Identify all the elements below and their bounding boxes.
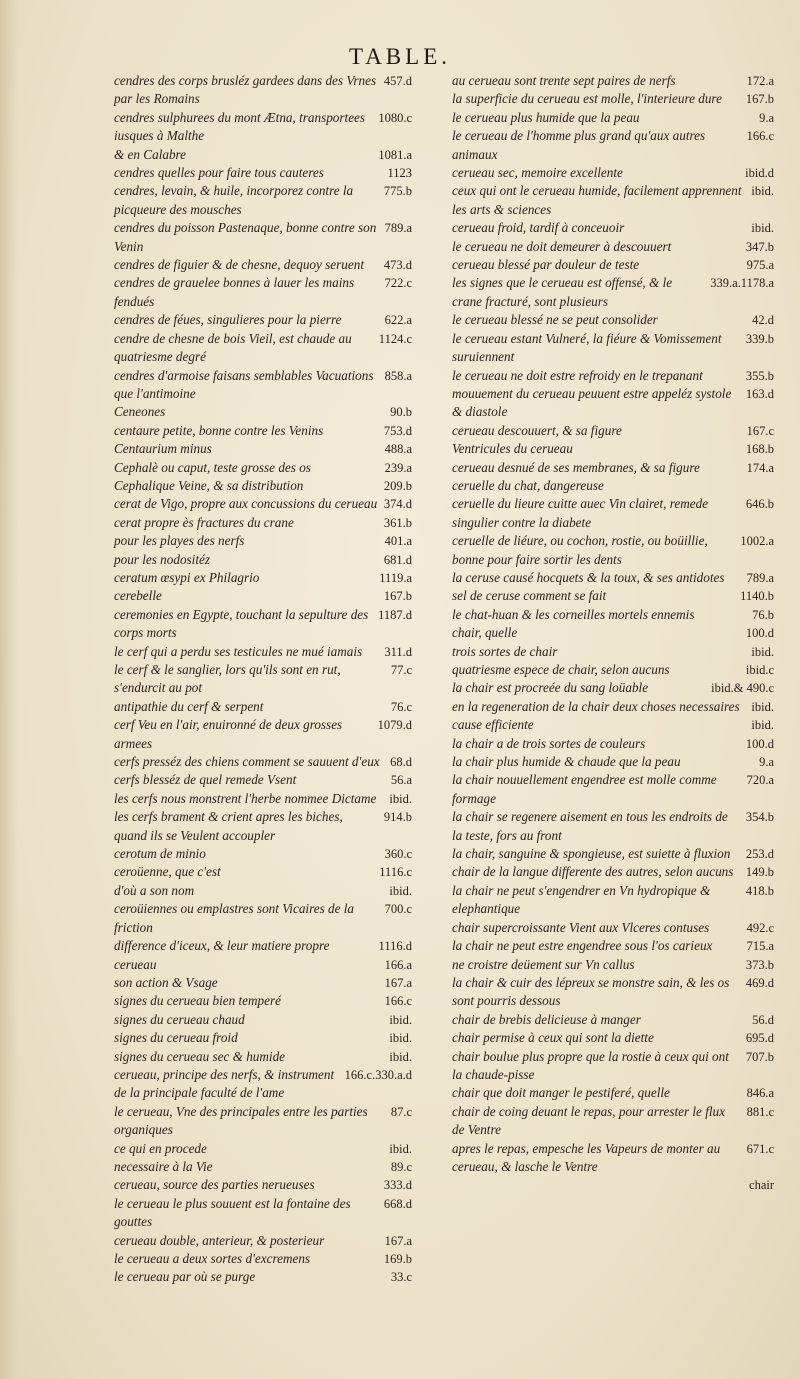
index-entry	[452, 330, 774, 367]
index-entry	[452, 1140, 774, 1177]
entry-text: centaure petite, bonne contre les Venins	[114, 422, 324, 438]
page-reference: 720.a	[746, 773, 774, 788]
index-entry	[452, 919, 774, 937]
entry-text: cendres du poisson Pastenaque, bonne contre son Venin	[114, 220, 377, 254]
index-entry	[114, 403, 412, 421]
entry-text: ceruelle du lieure cuitte auec Vin clairet, remede singulier contre la diabete	[452, 496, 709, 530]
entry-text: necessaire à la Vie	[114, 1158, 213, 1174]
index-entry	[114, 551, 412, 569]
page-reference: 1080.c	[378, 110, 412, 125]
page-reference: ibid.	[389, 1012, 412, 1027]
page-reference: ibid.	[751, 221, 774, 236]
page-reference: 360.c	[384, 847, 412, 862]
entry-text: cendres de grauelee bonnes à lauer les mains fendués	[114, 275, 355, 309]
entry-text: Cephalique Veine, & sa distribution	[114, 477, 304, 493]
page-reference: 167.b	[383, 589, 412, 604]
page-reference: 169.b	[383, 1252, 412, 1266]
page-reference: 9.a	[759, 755, 774, 770]
index-entry	[452, 72, 774, 90]
page-reference: 87.c	[390, 1104, 412, 1119]
index-entry	[114, 72, 412, 109]
index-entry	[114, 256, 412, 274]
page-reference: 881.c	[746, 1104, 774, 1119]
index-entry	[452, 459, 774, 477]
index-entry	[114, 367, 412, 404]
index-entry	[114, 1195, 412, 1232]
index-entry	[114, 698, 412, 716]
index-entry	[114, 1250, 412, 1268]
index-entry	[114, 1268, 412, 1286]
page-reference: 975.a	[746, 258, 774, 273]
entry-text: cerueau descouuert, & sa figure	[452, 422, 622, 438]
entry-text: cause efficiente	[452, 717, 534, 733]
entry-text: & en Calabre	[114, 146, 187, 162]
page-reference: 1116.c	[379, 865, 412, 880]
page-reference: 339.a.1178.a	[710, 276, 774, 291]
index-entry	[114, 1029, 412, 1047]
page-reference: 1124.c	[378, 331, 412, 346]
page-reference: 789.a	[384, 221, 412, 236]
index-entry	[114, 661, 412, 698]
entry-text: le cerueau le plus souuent est la fontaine des gouttes	[114, 1195, 351, 1230]
page-gutter-shadow	[0, 0, 18, 1379]
page-reference: 361.b	[383, 515, 412, 530]
entry-text: cerueau blessé par douleur de teste	[452, 257, 640, 273]
entry-text: la chair ne peut s'engendrer en Vn hydropique & elephantique	[452, 882, 711, 917]
page-reference: 457.d	[383, 74, 412, 88]
entry-text: ceroüenne, que c'est	[114, 864, 221, 880]
index-entry	[452, 311, 774, 329]
index-entry	[114, 1140, 412, 1158]
index-entry	[452, 1029, 774, 1047]
entry-text: Ceneones	[114, 404, 166, 420]
index-entry	[114, 1232, 412, 1250]
index-entry	[452, 643, 774, 661]
entry-text: cerotum de minio	[114, 846, 206, 862]
entry-text: les signes que le cerueau est offensé, & le crane fracturé, sont plusieurs	[452, 275, 673, 309]
page-reference: 373.b	[745, 957, 774, 972]
page-reference: ibid.	[389, 1031, 412, 1046]
page-reference: 76.b	[752, 607, 774, 622]
index-entry	[114, 146, 412, 164]
index-entry	[452, 937, 774, 955]
index-entry	[452, 863, 774, 881]
page-reference: 56.d	[752, 1012, 774, 1027]
index-entry	[114, 164, 412, 182]
entry-text: la chair se regenere aisement en tous les endroits de la teste, fors au front	[452, 809, 728, 843]
index-entry	[452, 569, 774, 587]
entry-text: cendres de féues, singulieres pour la pierre	[114, 312, 342, 328]
index-entry	[114, 790, 412, 808]
page-reference: 1081.a	[378, 147, 412, 162]
entry-text: la chair plus humide & chaude que la peau	[452, 754, 681, 770]
entry-text: ceruelle du chat, dangereuse	[452, 477, 604, 493]
index-entry	[114, 606, 412, 643]
page-reference: ibid.d	[745, 166, 774, 181]
page-reference: 492.c	[746, 920, 774, 935]
page-reference: ibid.	[751, 718, 774, 733]
page-reference: 700.c	[384, 902, 412, 917]
page-reference: 166.c	[384, 994, 412, 1009]
entry-text: chair, quelle	[452, 625, 518, 641]
index-entry	[114, 532, 412, 550]
index-entry	[452, 367, 774, 385]
entry-text: les cerfs brament & crient apres les biches, quand ils se Veulent accoupler	[114, 809, 343, 843]
entry-text: chair de la langue differente des autres, selon aucuns	[452, 864, 734, 880]
index-entry	[452, 716, 774, 734]
page-reference: 1002.a	[740, 534, 774, 549]
entry-text: la superficie du cerueau est molle, l'interieure dure	[452, 91, 722, 107]
entry-text: Cephalè ou caput, teste grosse des os	[114, 459, 311, 475]
entry-text: d'où a son nom	[114, 882, 195, 898]
page-reference: 473.d	[383, 258, 412, 273]
index-entry	[452, 1011, 774, 1029]
page-reference: 347.b	[745, 239, 774, 254]
index-entry	[114, 845, 412, 863]
entry-text: chair de brebis delicieuse à manger	[452, 1011, 641, 1027]
entry-text: cerueau	[114, 956, 157, 972]
entry-text: ce qui en procede	[114, 1140, 207, 1156]
index-entry	[114, 330, 412, 367]
entry-text: cerueau double, anterieur, & posterieur	[114, 1232, 325, 1248]
page-reference: 100.d	[745, 736, 774, 751]
entry-text: la chair est procreée du sang loüable	[452, 680, 649, 696]
entry-text: chair supercroissante Vient aux Vlceres contuses	[452, 919, 710, 935]
entry-text: Ventricules du cerueau	[452, 441, 573, 457]
entry-text: cerfs presséz des chiens comment se sauuent d'eux	[114, 754, 380, 770]
page-reference: 775.b	[383, 184, 412, 199]
entry-text: ceremonies en Egypte, touchant la sepulture des corps morts	[114, 606, 369, 641]
entry-text: ceroüiennes ou emplastres sont Vicaires de la friction	[114, 901, 355, 935]
index-entry	[452, 624, 774, 642]
index-entry	[114, 771, 412, 789]
index-entry	[114, 643, 412, 661]
index-entry	[452, 753, 774, 771]
index-entry	[114, 182, 412, 219]
entry-text: cerat propre ès fractures du crane	[114, 514, 294, 530]
index-entry	[114, 569, 412, 587]
entry-text: cendres sulphurees du mont Ætna, transportees iusques à Malthe	[114, 109, 366, 144]
index-entry	[114, 1176, 412, 1194]
page-reference: 100.d	[745, 626, 774, 641]
index-entry	[114, 863, 412, 881]
index-entry	[114, 992, 412, 1010]
page-reference: 174.a	[746, 460, 774, 475]
index-entry	[452, 274, 774, 311]
index-entry	[452, 661, 774, 679]
index-entry	[452, 256, 774, 274]
entry-text: cerebelle	[114, 588, 162, 604]
page-reference: ibid.	[389, 791, 412, 806]
page-reference: 166.a	[384, 957, 412, 972]
page-reference: 68.d	[390, 755, 412, 770]
entry-text: la chair ne peut estre engendree sous l'os carieux	[452, 938, 713, 954]
page-reference: 149.b	[745, 865, 774, 880]
entry-text: cerueau, source des parties nerueuses	[114, 1177, 315, 1193]
page-reference: 418.b	[745, 883, 774, 898]
page-reference: 1119.a	[379, 570, 412, 585]
page-reference: 239.a	[384, 460, 412, 475]
index-entry	[114, 753, 412, 771]
entry-text: le cerf & le sanglier, lors qu'ils sont en rut, s'endurcit au pot	[114, 662, 341, 696]
page-reference: 722.c	[384, 276, 412, 291]
index-entry	[114, 219, 412, 256]
entry-text: le cerueau plus humide que la peau	[452, 109, 640, 125]
index-entry	[452, 422, 774, 440]
index-entry	[452, 532, 774, 569]
entry-text: cendres des corps brusléz gardees dans des Vrnes par les Romains	[114, 73, 377, 107]
entry-text: le cerf qui a perdu ses testicules ne mué iamais	[114, 643, 363, 659]
page-reference: 166.c	[746, 129, 774, 144]
page-reference: 167.a	[384, 975, 412, 990]
page-reference: 681.d	[383, 552, 412, 567]
index-entry	[114, 495, 412, 513]
page-reference: 9.a	[759, 110, 774, 125]
index-entry	[114, 882, 412, 900]
index-entry	[452, 882, 774, 919]
entry-text: ceratum œsypi ex Philagrio	[114, 569, 260, 585]
entry-text: la chair a de trois sortes de couleurs	[452, 735, 646, 751]
entry-text: son action & Vsage	[114, 974, 218, 990]
entry-text: la ceruse causé hocquets & la toux, & ses antidotes	[452, 569, 725, 585]
index-entry	[452, 735, 774, 753]
entry-text: signes du cerueau chaud	[114, 1011, 245, 1027]
index-entry	[114, 937, 412, 955]
index-entry	[452, 477, 774, 495]
index-entry	[452, 109, 774, 127]
index-entry	[452, 238, 774, 256]
index-entry	[452, 698, 774, 716]
index-entry	[452, 164, 774, 182]
page-reference: 354.b	[745, 810, 774, 825]
entry-text: le cerueau blessé ne se peut consolider	[452, 312, 658, 328]
page-reference: 56.a	[390, 773, 412, 788]
entry-text: cendres d'armoise faisans semblables Vacuations que l'antimoine	[114, 367, 374, 401]
entry-text: chair de coing deuant le repas, pour arrester le flux de Ventre	[452, 1103, 725, 1138]
page-reference: 89.c	[390, 1159, 412, 1174]
page-reference: 707.b	[745, 1049, 774, 1064]
index-entry	[452, 127, 774, 164]
page-reference: 1123	[387, 166, 412, 181]
entry-text: cerueau, principe des nerfs, & instrument de la principale faculté de l'ame	[114, 1066, 335, 1101]
entry-text: le chat-huan & les corneilles mortels ennemis	[452, 606, 695, 622]
page-reference: 77.c	[390, 663, 412, 677]
index-entry	[114, 1103, 412, 1140]
page-reference: 253.d	[745, 847, 774, 862]
index-entry	[114, 1011, 412, 1029]
page-reference: 355.b	[745, 368, 774, 383]
page-reference: 401.a	[384, 534, 412, 549]
page-reference: 469.d	[745, 975, 774, 990]
page-reference: 168.b	[745, 442, 774, 457]
entry-text: le cerueau, Vne des principales entre les parties organiques	[114, 1103, 368, 1138]
page-reference: 163.d	[745, 386, 774, 401]
index-entry	[114, 900, 412, 937]
page-reference: 339.b	[745, 331, 774, 346]
index-entry	[114, 1066, 412, 1103]
index-entry	[452, 974, 774, 1011]
entry-text: en la regeneration de la chair deux choses necessaires	[452, 698, 740, 714]
index-entry	[452, 587, 774, 605]
entry-text: la chair nouuellement engendree est molle comme formage	[452, 772, 717, 806]
entry-text: mouuement du cerueau peuuent estre appeléz systole & diastole	[452, 385, 732, 420]
entry-text: sel de ceruse comment se fait	[452, 588, 607, 604]
page-reference: ibid.c	[745, 663, 774, 677]
page-reference: 789.a	[746, 570, 774, 585]
entry-text: ceruelle de liéure, ou cochon, rostie, ou boüillie, bonne pour faire sortir les dents	[452, 533, 708, 567]
index-entry	[452, 90, 774, 108]
page-reference: ibid.	[751, 699, 774, 714]
index-entry	[452, 1103, 774, 1140]
page-reference: 1140.b	[740, 589, 774, 604]
page-reference: 846.a	[746, 1086, 774, 1101]
page-title: TABLE.	[348, 44, 451, 69]
entry-text: difference d'iceux, & leur matiere propre	[114, 938, 330, 954]
index-entry	[452, 771, 774, 808]
index-entry	[452, 845, 774, 863]
entry-text: cerat de Vigo, propre aux concussions du cerueau	[114, 496, 378, 512]
page-reference: 166.c.330.a.d	[344, 1067, 412, 1082]
index-entry	[452, 385, 774, 422]
entry-text: le cerueau de l'homme plus grand qu'aux autres animaux	[452, 128, 706, 162]
entry-text: cendres de figuier & de chesne, dequoy seruent	[114, 257, 364, 273]
entry-text: cerf Veu en l'air, enuironné de deux grosses armees	[114, 717, 343, 751]
page-reference: 167.a	[384, 1233, 412, 1248]
page-reference: 90.b	[390, 405, 412, 420]
page-reference: chair	[749, 1178, 774, 1193]
entry-text: signes du cerueau sec & humide	[114, 1048, 286, 1064]
entry-text: le cerueau par où se purge	[114, 1269, 256, 1285]
page-reference: 374.d	[383, 497, 412, 512]
index-entry	[452, 1084, 774, 1102]
page-reference: 209.b	[383, 478, 412, 493]
entry-text: cendres quelles pour faire tous cauteres	[114, 165, 324, 181]
page-reference: 668.d	[383, 1196, 412, 1211]
page-reference: 671.c	[746, 1141, 774, 1156]
index-entry	[114, 440, 412, 458]
entry-text: les cerfs nous monstrent l'herbe nommee Dictame	[114, 790, 377, 806]
entry-text: apres le repas, empesche les Vapeurs de monter au cerueau, & lasche le Ventre	[452, 1140, 721, 1174]
entry-text: ceux qui ont le cerueau humide, facilement apprennent les arts & sciences	[452, 183, 742, 217]
index-entry	[114, 274, 412, 311]
entry-text: cerueau froid, tardif à conceuoir	[452, 220, 625, 236]
index-column-right	[452, 72, 774, 1195]
page-reference: 1079.d	[377, 718, 412, 733]
page-reference: 1187.d	[378, 607, 412, 622]
entry-text: cerfs blesséz de quel remede Vsent	[114, 772, 297, 788]
page-reference: 695.d	[745, 1031, 774, 1046]
page-reference: 622.a	[384, 313, 412, 328]
entry-text: chair que doit manger le pestiferé, quelle	[452, 1085, 670, 1101]
page-reference: 167.b	[745, 92, 774, 107]
page-reference: ibid.	[389, 1141, 412, 1156]
index-entry	[114, 422, 412, 440]
index-entry	[114, 459, 412, 477]
index-entry	[114, 808, 412, 845]
index-entry	[452, 956, 774, 974]
entry-text: cendres, levain, & huile, incorporez contre la picqueure des mousches	[114, 183, 354, 217]
index-entry	[114, 1048, 412, 1066]
index-entry	[114, 974, 412, 992]
index-entry	[114, 587, 412, 605]
index-entry	[452, 808, 774, 845]
page-reference: ibid.	[389, 1049, 412, 1064]
index-entry	[452, 1048, 774, 1085]
entry-text: le cerueau ne doit demeurer à descouuert	[452, 238, 672, 254]
index-entry	[452, 495, 774, 532]
index-entry	[452, 440, 774, 458]
index-column-left	[114, 72, 412, 1287]
index-entry	[114, 956, 412, 974]
index-entry	[452, 182, 774, 219]
entry-text: la chair, sanguine & spongieuse, est suiette à fluxion	[452, 846, 731, 862]
index-entry	[114, 109, 412, 146]
entry-text: chair permise à ceux qui sont la diette	[452, 1030, 654, 1046]
entry-text: pour les playes des nerfs	[114, 533, 245, 549]
page-reference: 42.d	[752, 313, 774, 328]
entry-text: le cerueau estant Vulneré, la fiéure & Vomissement suruiennent	[452, 330, 722, 365]
page-reference: 167.c	[746, 423, 774, 438]
page-reference: ibid.	[751, 184, 774, 199]
page-reference: 333.d	[383, 1178, 412, 1193]
index-entry	[114, 1158, 412, 1176]
page-reference: 646.b	[745, 497, 774, 512]
entry-text: ne croistre deüement sur Vn callus	[452, 956, 635, 972]
entry-text: quatriesme espece de chair, selon aucuns	[452, 662, 670, 677]
page-reference: 1116.d	[378, 939, 412, 954]
entry-text: pour les nodositéz	[114, 551, 210, 567]
page-reference: ibid.	[751, 644, 774, 659]
entry-text: antipathie du cerf & serpent	[114, 698, 264, 714]
page-reference: 858.a	[384, 368, 412, 383]
entry-text: trois sortes de chair	[452, 643, 558, 659]
index-entry	[114, 477, 412, 495]
entry-text: signes du cerueau froid	[114, 1030, 238, 1046]
page-reference: 311.d	[384, 644, 412, 659]
entry-text: cendre de chesne de bois Vieil, est chaude au quatriesme degré	[114, 330, 352, 365]
entry-text: Centaurium minus	[114, 441, 212, 457]
index-entry	[114, 514, 412, 532]
index-entry	[114, 716, 412, 753]
entry-text: le cerueau ne doit estre refroidy en le trepanant	[452, 367, 703, 383]
entry-text: au cerueau sont trente sept paires de nerfs	[452, 73, 676, 88]
page-reference: 488.a	[384, 442, 412, 457]
entry-text: le cerueau a deux sortes d'excremens	[114, 1251, 311, 1266]
entry-text: cerueau desnué de ses membranes, & sa figure	[452, 459, 700, 475]
page-reference: 76.c	[390, 699, 412, 714]
entry-text: signes du cerueau bien temperé	[114, 993, 281, 1009]
index-entry	[452, 219, 774, 237]
entry-text: cerueau sec, memoire excellente	[452, 165, 623, 181]
index-entry	[452, 606, 774, 624]
page-reference: ibid.& 490.c	[711, 681, 774, 696]
page-reference: 715.a	[746, 939, 774, 954]
entry-text: la chair & cuir des lépreux se monstre sain, & les os sont pourris dessous	[452, 974, 730, 1009]
page-reference: 753.d	[383, 423, 412, 438]
page-reference: 33.c	[390, 1270, 412, 1285]
page-reference: 172.a	[746, 74, 774, 88]
index-entry	[452, 679, 774, 697]
entry-text: chair boulue plus propre que la rostie à ceux qui ont la chaude-pisse	[452, 1048, 729, 1082]
index-entry	[114, 311, 412, 329]
page-reference: 914.b	[383, 810, 412, 825]
page-reference: ibid.	[389, 883, 412, 898]
